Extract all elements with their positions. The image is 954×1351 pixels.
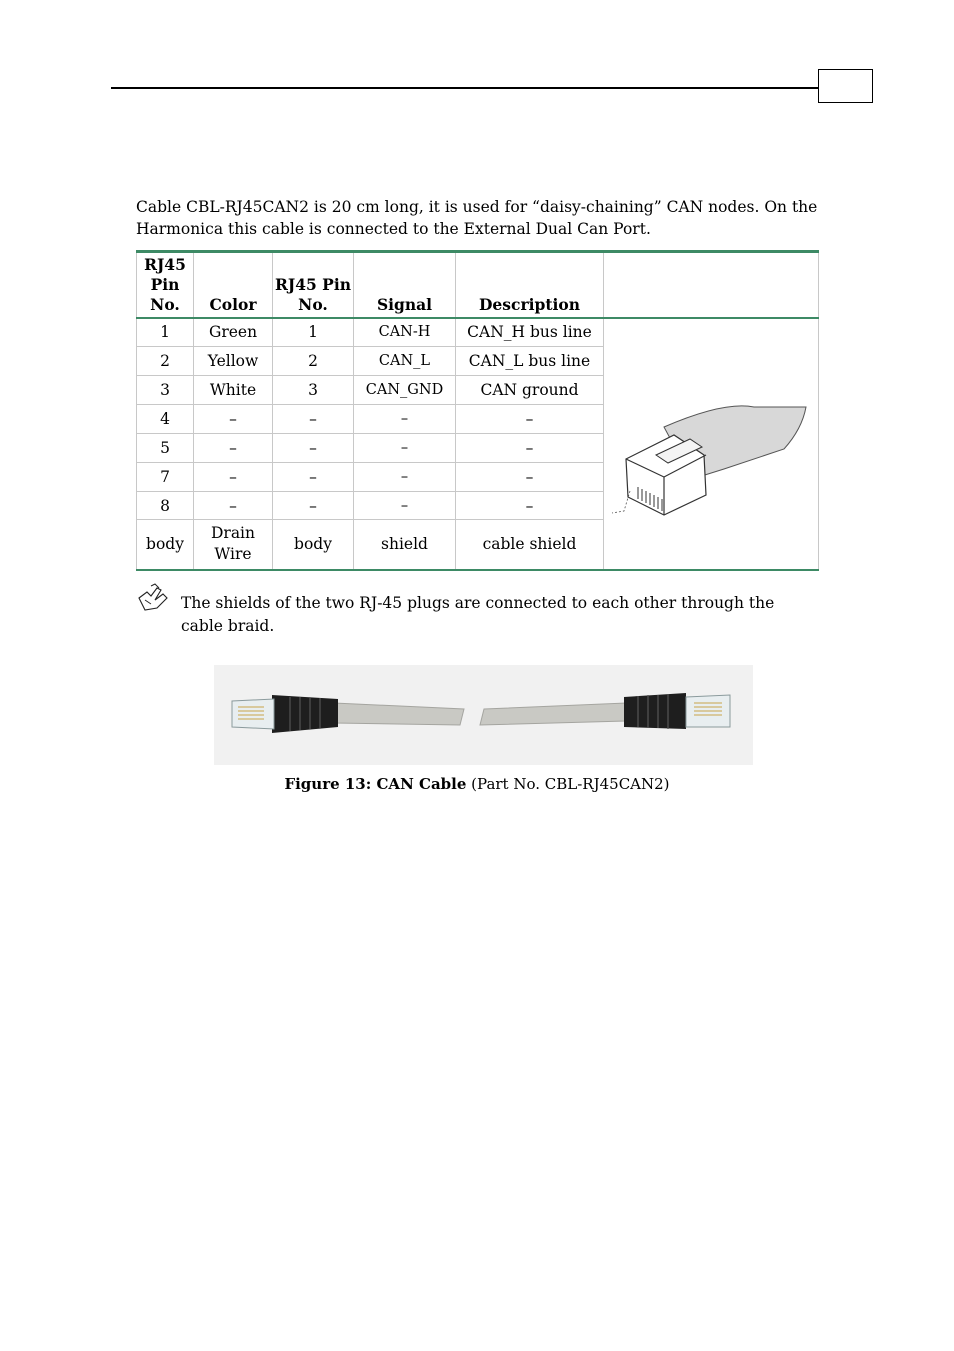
pin-table xyxy=(136,250,819,571)
cell-pin: body xyxy=(137,520,194,570)
cell-description: – xyxy=(456,433,604,462)
header-rj45-pin-b: RJ45 Pin No. xyxy=(273,252,354,318)
figure-caption xyxy=(0,775,954,793)
connector-illustration-cell xyxy=(604,318,819,570)
cell-pin: 5 xyxy=(137,433,194,462)
header-description: Description xyxy=(456,252,604,318)
cell-pin: 4 xyxy=(137,405,194,434)
rj45-connector-illustration xyxy=(604,319,818,565)
figure-caption-text: (Part No. CBL-RJ45CAN2) xyxy=(466,775,670,793)
cell-color: White xyxy=(194,376,273,405)
table-header-row xyxy=(137,252,819,318)
cell-signal: – xyxy=(354,433,456,462)
cell-pin: 8 xyxy=(137,491,194,520)
intro-paragraph: Cable CBL-RJ45CAN2 is 20 cm long, it is used for “daisy-chaining” CAN nodes. On the Harmonica this cable is connected to the External Dual Can Port. xyxy=(136,198,818,238)
cell-pin: – xyxy=(273,433,354,462)
can-cable-photo xyxy=(214,665,753,765)
cell-signal: CAN_GND xyxy=(354,376,456,405)
figure-caption-label: Figure 13: CAN Cable xyxy=(284,775,467,793)
cell-signal: CAN-H xyxy=(354,318,456,347)
cell-color: – xyxy=(194,462,273,491)
cell-color: Yellow xyxy=(194,347,273,376)
cell-pin: 7 xyxy=(137,462,194,491)
page-number-box xyxy=(818,69,873,103)
cell-pin: – xyxy=(273,405,354,434)
cell-signal: – xyxy=(354,462,456,491)
cell-pin: – xyxy=(273,462,354,491)
header-color: Color xyxy=(194,252,273,318)
cell-description: – xyxy=(456,491,604,520)
note-text: The shields of the two RJ-45 plugs are connected to each other through the cable braid. xyxy=(181,594,775,635)
cell-description: – xyxy=(456,405,604,434)
header-rule xyxy=(111,87,819,89)
cell-pin: 2 xyxy=(273,347,354,376)
cell-pin: 2 xyxy=(137,347,194,376)
cell-pin: 3 xyxy=(273,376,354,405)
cell-description: CAN_L bus line xyxy=(456,347,604,376)
cell-color: – xyxy=(194,433,273,462)
cell-description: – xyxy=(456,462,604,491)
cell-signal: – xyxy=(354,405,456,434)
header-image xyxy=(604,252,819,318)
table-row xyxy=(137,318,819,347)
cell-pin: 1 xyxy=(137,318,194,347)
cell-signal: shield xyxy=(354,520,456,570)
cell-signal: – xyxy=(354,491,456,520)
cell-pin: body xyxy=(273,520,354,570)
cell-description: CAN ground xyxy=(456,376,604,405)
header-signal: Signal xyxy=(354,252,456,318)
cell-pin: 3 xyxy=(137,376,194,405)
cell-pin: 1 xyxy=(273,318,354,347)
cell-color: – xyxy=(194,491,273,520)
header-rj45-pin-a: RJ45 Pin No. xyxy=(137,252,194,318)
cell-signal: CAN_L xyxy=(354,347,456,376)
cell-pin: – xyxy=(273,491,354,520)
cell-color: Drain Wire xyxy=(194,520,273,570)
cell-color: Green xyxy=(194,318,273,347)
cell-color: – xyxy=(194,405,273,434)
cell-description: CAN_H bus line xyxy=(456,318,604,347)
cell-description: cable shield xyxy=(456,520,604,570)
note-hand-icon xyxy=(137,582,171,612)
